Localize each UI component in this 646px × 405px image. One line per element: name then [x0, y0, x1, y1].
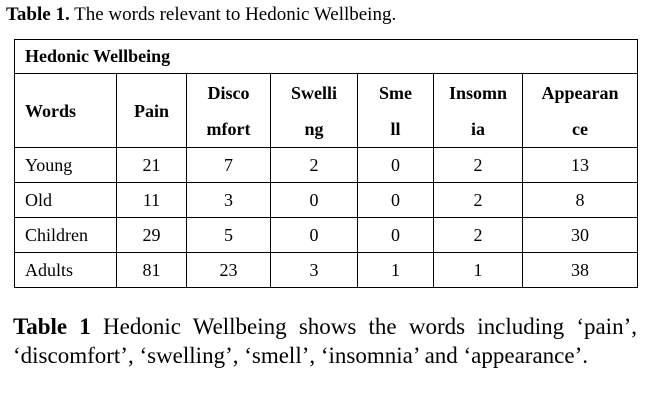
table-cell: 81	[117, 253, 187, 288]
table-cell: 30	[523, 218, 638, 253]
table-cell: 0	[271, 218, 358, 253]
table-caption-bottom	[13, 312, 637, 370]
column-header-discomfort: Disco mfort	[187, 74, 271, 148]
table-cell: 3	[187, 183, 271, 218]
table-cell: 0	[358, 218, 434, 253]
table-cell: 7	[187, 148, 271, 183]
column-header-insomnia: Insomn ia	[434, 74, 523, 148]
table-cell: 38	[523, 253, 638, 288]
table-cell: Children	[15, 218, 117, 253]
table-caption-top	[6, 4, 396, 26]
table-cell: 0	[358, 148, 434, 183]
table-row	[15, 253, 638, 288]
table-column-header-row	[15, 74, 638, 148]
table-cell: 8	[523, 183, 638, 218]
caption-bottom-label: Table 1	[13, 314, 91, 339]
table-cell: 3	[271, 253, 358, 288]
column-header-swelling: Swelli ng	[271, 74, 358, 148]
table-cell: Young	[15, 148, 117, 183]
caption-label: Table 1.	[6, 4, 70, 25]
table-cell: 2	[434, 183, 523, 218]
table-row	[15, 218, 638, 253]
table-cell: 5	[187, 218, 271, 253]
table-cell: 2	[434, 218, 523, 253]
table-container	[14, 39, 637, 288]
table-cell: 23	[187, 253, 271, 288]
column-header-pain: Pain	[117, 74, 187, 148]
table-cell: 0	[271, 183, 358, 218]
table-cell: 0	[358, 183, 434, 218]
table-cell: 2	[434, 148, 523, 183]
column-header-smell: Sme ll	[358, 74, 434, 148]
table-row	[15, 183, 638, 218]
table-cell: 11	[117, 183, 187, 218]
table-row	[15, 148, 638, 183]
table-cell: 1	[358, 253, 434, 288]
table-cell: Old	[15, 183, 117, 218]
table-cell: 2	[271, 148, 358, 183]
column-header-words: Words	[15, 74, 117, 148]
column-header-appearance: Appearan ce	[523, 74, 638, 148]
table-cell: 1	[434, 253, 523, 288]
table-group-header-row	[15, 40, 638, 74]
hedonic-wellbeing-table	[14, 39, 638, 288]
table-cell: 29	[117, 218, 187, 253]
table-cell: 21	[117, 148, 187, 183]
group-header: Hedonic Wellbeing	[15, 40, 638, 74]
table-cell: Adults	[15, 253, 117, 288]
caption-bottom-text: Hedonic Wellbeing shows the words including ‘pain’, ‘discomfort’, ‘swelling’, ‘smell’, ‘insomnia’ and ‘appearance’.	[13, 314, 637, 368]
caption-text: The words relevant to Hedonic Wellbeing.	[69, 4, 397, 25]
table-cell: 13	[523, 148, 638, 183]
